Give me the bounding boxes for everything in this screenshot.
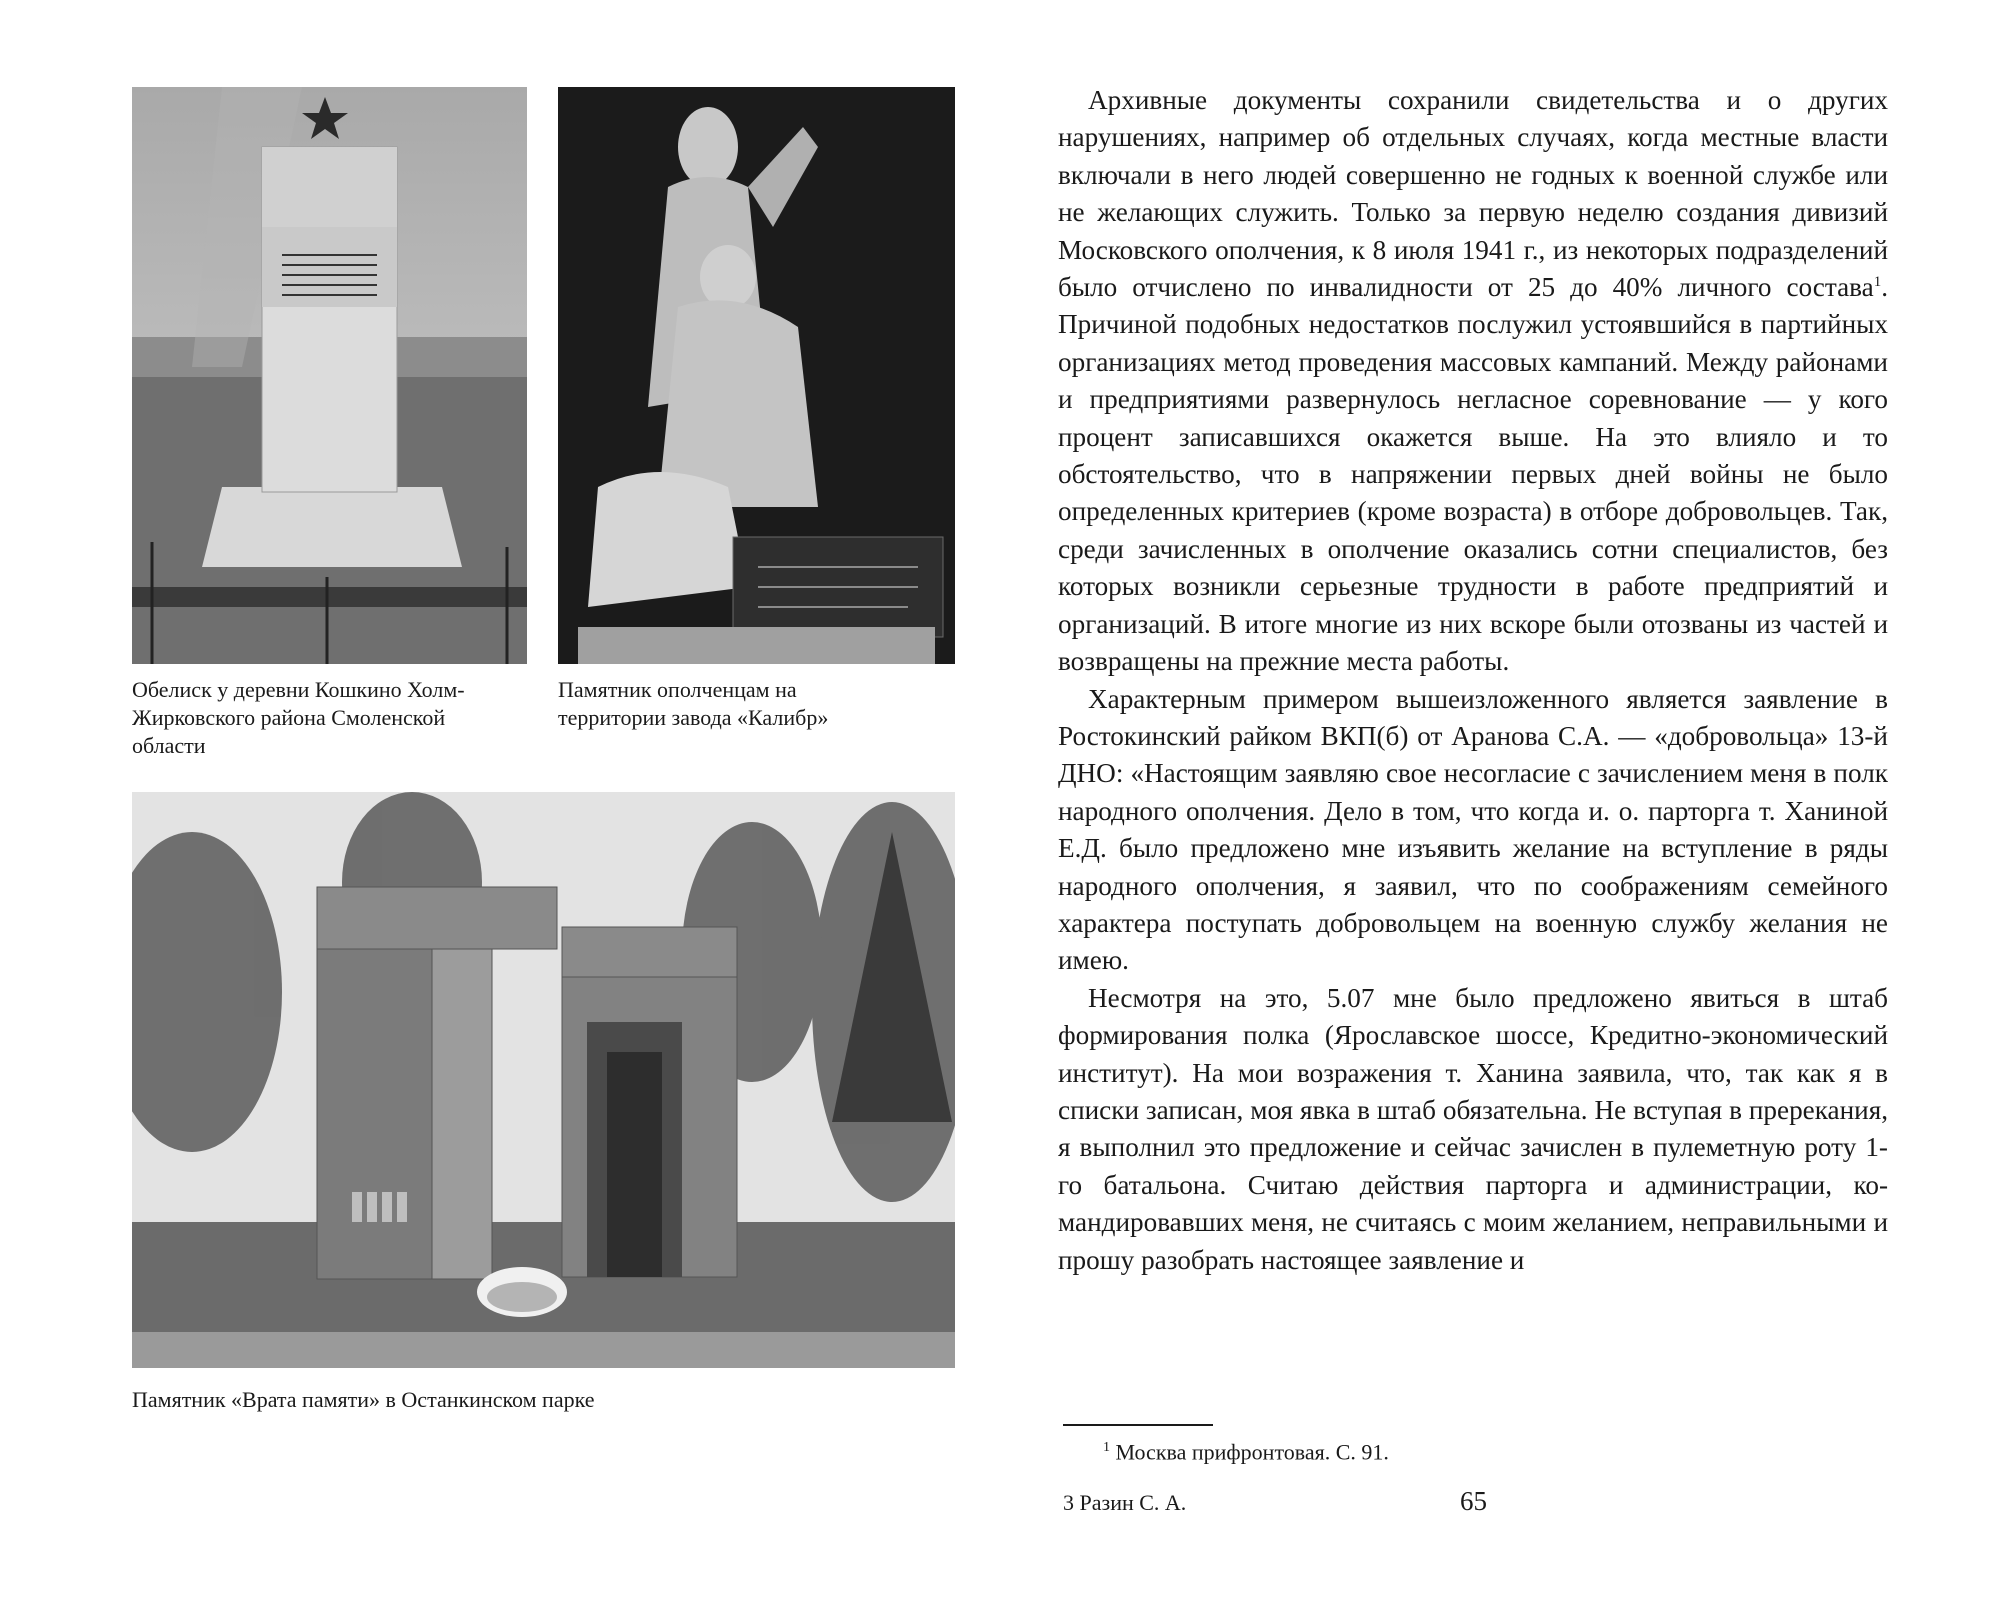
paragraph-1-end: . Причиной подобных недостатков послужил устоявшийся в партийных организациях метод проведения массовых кампаний. Между районами и предприятиями развернулось негласное соревнование — у кого процент записавшихся окажется выше. На это влияло и то обстоятельство, что в напряжении первых дней войны не было определенных критериев (кроме возраста) в отборе добровольцев. Так, среди зачисленных в ополчение оказались сотни специалистов, без которых возникли серьезные трудности в работе предприятий и организаций. В итоге многие из них вскоре были отозваны из частей и возвращены на прежние места работы. bbox=[1058, 272, 1888, 677]
caption-obelisk: Обелиск у деревни Кошкино Холм-Жирковского района Смоленской области bbox=[132, 677, 465, 758]
photo-obelisk bbox=[132, 87, 527, 664]
photo-gates-of-memory bbox=[132, 792, 955, 1368]
footnote-number: 1 bbox=[1103, 1440, 1110, 1455]
paragraph-2: Характерным примером вышеизложенного является заявление в Ростокинский райком ВКП(б) от Аранова С.А. — «добровольца» 13-й ДНО: «Настоящим заявляю свое несогласие с зачислением меня в полк народного ополчения. Дело в том, что когда и. о. парторга т. Ханиной Е.Д. было предложено мне изъявить желание на вступление в ряды народного ополчения, я заявил, что по соображениям семейного характера поступать добровольцем на военную службу желания не имею. bbox=[1058, 683, 1888, 976]
footnote-reference: 1 bbox=[1873, 273, 1882, 290]
obelisk-image bbox=[132, 87, 527, 664]
paragraph-1 bbox=[1058, 82, 1888, 681]
caption-gates-of-memory: Памятник «Врата памяти» в Останкинском парке bbox=[132, 1387, 595, 1412]
signature-mark: 3 Разин С. А. bbox=[1063, 1490, 1187, 1515]
paragraph-3: Несмотря на это, 5.07 мне было предложено явиться в штаб формирования полка (Ярославское шоссе, Кредитно-экономический институт). На мои возражения т. Ханина заявила, что, так как я в списки записан, моя явка в штаб обязательна. Не вступая в пререкания, я выполнил это предложение и сейчас зачислен в пулеметную роту 1-го батальона. Считаю действия парторга и администрации, командировавших меня, не считаясь с моим желанием, неправильными и прошу разобрать настоящее заявление и bbox=[1058, 982, 1888, 1275]
gates-of-memory-image bbox=[132, 792, 955, 1368]
footnote-text: Москва прифронтовая. С. 91. bbox=[1115, 1439, 1389, 1465]
footnote bbox=[1103, 1434, 1389, 1466]
kalibr-monument-image bbox=[558, 87, 955, 664]
page-number: 65 bbox=[1460, 1486, 1487, 1516]
paragraph-1-start: Архивные документы сохранили свидетельства и о других нарушениях, например об отдельных случаях, когда местные власти включали в него людей совершенно не годных к военной службе или не желающих служить. Только за первую неделю создания дивизий Московского ополчения, к 8 июля 1941 г., из некоторых подразделений было отчислено по инвалидности от 25 до 40% личного состава bbox=[1058, 85, 1888, 303]
body-text bbox=[1058, 82, 1888, 1279]
footnote-divider bbox=[1063, 1424, 1213, 1426]
photo-kalibr bbox=[558, 87, 955, 664]
caption-kalibr: Памятник ополченцам на территории завода «Калибр» bbox=[558, 677, 829, 730]
